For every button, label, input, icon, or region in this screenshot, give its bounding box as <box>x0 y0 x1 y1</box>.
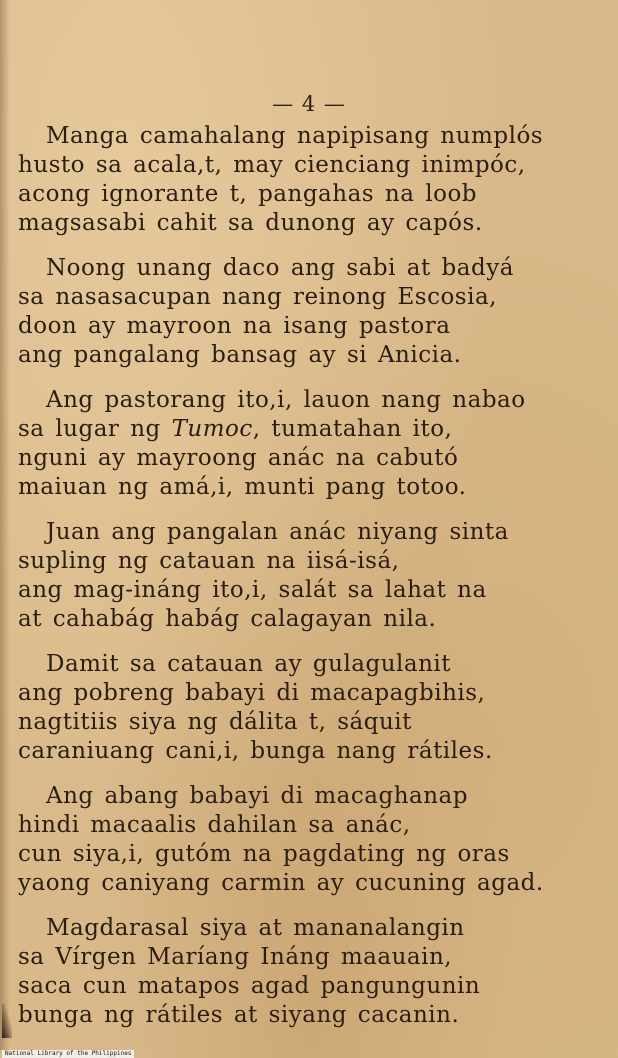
stanza <box>18 782 603 898</box>
verse-line: Ang pastorang ito,i, lauon nang nabao <box>46 387 526 413</box>
stanza <box>18 650 603 766</box>
verse-line: Manga camahalang napipisang numplós <box>46 123 544 149</box>
verse-line: sa Vírgen Maríang Ináng maauain, <box>18 944 453 970</box>
verse-line: ang pobreng babayi di macapagbihis, <box>18 680 486 706</box>
verse-line: Magdarasal siya at mananalangin <box>46 915 465 941</box>
verse-line: bunga ng rátiles at siyang cacanin. <box>18 1002 460 1028</box>
verse-line: nagtitiis siya ng dálita t, sáquit <box>18 709 412 735</box>
stanza <box>18 386 603 502</box>
verse-line: Ang abang babayi di macaghanap <box>46 783 468 809</box>
stanza <box>18 914 603 1030</box>
verse-line: saca cun matapos agad pangungunin <box>18 973 481 999</box>
verse-line: nguni ay mayroong anác na cabutó <box>18 445 459 471</box>
stanza <box>18 254 603 370</box>
verse-line: caraniuang cani,i, bunga nang rátiles. <box>18 738 493 764</box>
verse-line: sa lugar ng Tumoc, tumatahan ito, <box>18 416 453 442</box>
page-corner-mark <box>2 1004 12 1038</box>
library-credit: National Library of the Philippines <box>2 1050 134 1058</box>
place-name: Tumoc <box>171 416 253 442</box>
verse-line: maiuan ng amá,i, munti pang totoo. <box>18 474 467 500</box>
verse-line: husto sa acala,t, may cienciang inimpóc, <box>18 152 526 178</box>
verse-line: sa nasasacupan nang reinong Escosia, <box>18 284 497 310</box>
verse-line: Damit sa catauan ay gulagulanit <box>46 651 452 677</box>
verse-line: supling ng catauan na iisá-isá, <box>18 548 400 574</box>
page-number: — 4 — <box>272 92 346 116</box>
verse-line: doon ay mayroon na isang pastora <box>18 313 451 339</box>
verse-line: hindi macaalis dahilan sa anác, <box>18 812 411 838</box>
verse-line: ang mag-ináng ito,i, salát sa lahat na <box>18 577 487 603</box>
stanza <box>18 122 603 238</box>
stanza <box>18 518 603 634</box>
verse-line: yaong caniyang carmin ay cucuning agad. <box>18 870 544 896</box>
verse-line: ang pangalang bansag ay si Anicia. <box>18 342 462 368</box>
verse-line: at cahabág habág calagayan nila. <box>18 606 437 632</box>
verse-line: cun siya,i, gutóm na pagdating ng oras <box>18 841 510 867</box>
poem-body <box>18 122 603 1046</box>
verse-line: acong ignorante t, pangahas na loob <box>18 181 478 207</box>
verse-line: Noong unang daco ang sabi at badyá <box>46 255 514 281</box>
page-edge-shadow <box>0 0 10 1050</box>
verse-line: magsasabi cahit sa dunong ay capós. <box>18 210 483 236</box>
verse-line: Juan ang pangalan anác niyang sinta <box>46 519 509 545</box>
